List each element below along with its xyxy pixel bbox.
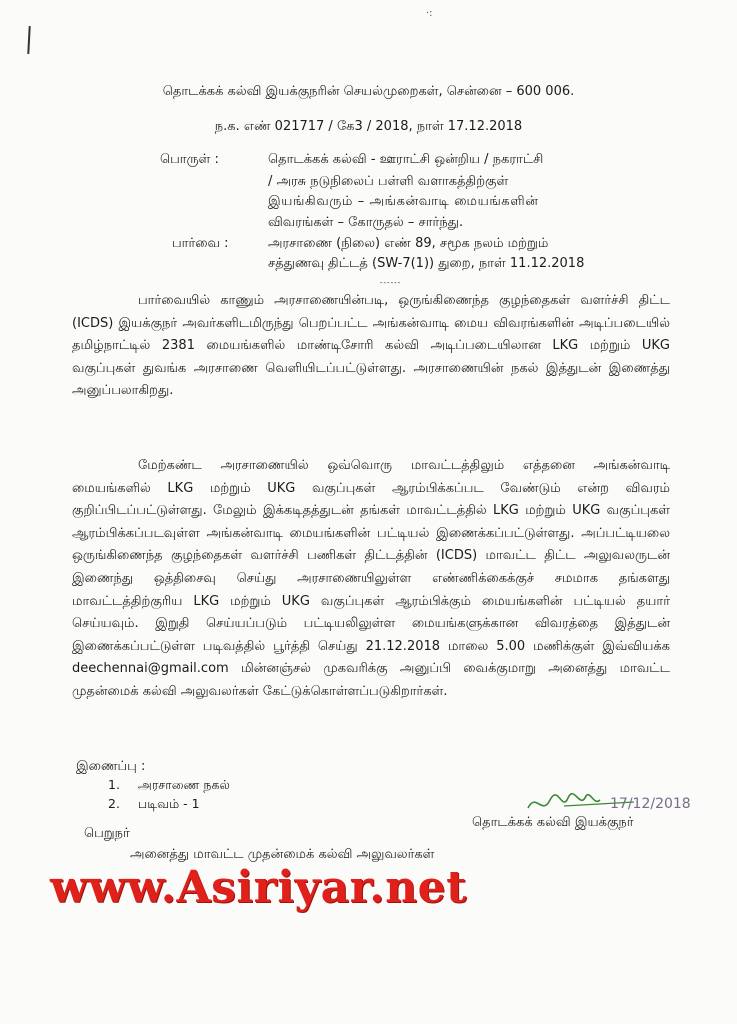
enclosure-item-2 (108, 796, 200, 813)
website-watermark: www.Asiriyar.net (50, 862, 467, 913)
body-paragraph-2 (72, 455, 670, 704)
enclosure-number: 2. (108, 796, 120, 811)
subject-label: பொருள் : (160, 152, 219, 167)
enclosure-item-1 (108, 777, 230, 794)
subject-line: / அரசு நடுநிலைப் பள்ளி வளாகத்திற்குள் (268, 174, 509, 189)
paragraph-text: மேற்கண்ட அரசாணையில் ஒவ்வொரு மாவட்டத்திலும் எத்தனை அங்கன்வாடி மையங்களில் LKG மற்றும் UKG வகுப்புகள் ஆரம்பிக்கப்பட வேண்டும் என்ற விவரம் குறிப்பிடப்பட்டுள்ளது. மேலும் இக்கடிதத்துடன் தங்கள் மாவட்டத்தில் LKG மற்றும் UKG வகுப்புகள் ஆரம்பிக்கப்படவுள்ள அங்கன்வாடி மையங்களின் பட்டியல் இணைக்கப்பட்டுள்ளது. அப்பட்டியலை ஒருங்கிணைந்த குழந்தைகள் வளர்ச்சி பணிகள் திட்டத்தின் (ICDS) மாவட்ட திட்ட அலுவலருடன் இணைந்து ஒத்திசைவு செய்து அரசாணையிலுள்ள எண்ணிக்கைக்குச் சமமாக தங்களது மாவட்டத்திற்குரிய LKG மற்றும் UKG வகுப்புகள் ஆரம்பிக்கும் மையங்களின் பட்டியல் தயார் செய்யவும். இறுதி செய்யப்படும் பட்டியலிலுள்ள மையங்களுக்கான விவரத்தை இத்துடன் இணைக்கப்பட்டுள்ள படிவத்தில் பூர்த்தி செய்து 21.12.2018 மாலை 5.00 மணிக்குள் இவ்வியக்க deechennai@gmail.com மின்னஞ்சல் முகவரிக்கு அனுப்பி வைக்குமாறு அனைத்து மாவட்ட முதன்மைக் கல்வி அலுவலர்கள் கேட்டுக்கொள்ளப்படுகிறார்கள். (72, 458, 670, 699)
enclosure-label: இணைப்பு : (76, 759, 146, 774)
enclosure-text: படிவம் - 1 (137, 796, 200, 811)
enclosure-number: 1. (108, 777, 120, 792)
subject-line: இயங்கிவரும் – அங்கன்வாடி மையங்களின் (268, 194, 539, 209)
recipient-text: அனைத்து மாவட்ட முதன்மைக் கல்வி அலுவலர்கள் (130, 847, 435, 862)
recipient-label: பெறுநர் (84, 826, 130, 841)
reference-label: பார்வை : (172, 236, 229, 251)
subject-line: விவரங்கள் – கோருதல் – சார்ந்து. (268, 215, 464, 230)
paragraph-text: பார்வையில் காணும் அரசாணையின்படி, ஒருங்கிணைந்த குழந்தைகள் வளர்ச்சி திட்ட (ICDS) இயக்குநர் அவர்களிடமிருந்து பெறப்பட்ட அங்கன்வாடி மைய விவரங்களின் அடிப்படையில் தமிழ்நாட்டில் 2381 மையங்களில் மாண்டிசோரி கல்வி அடிப்படையிலான LKG மற்றும் UKG வகுப்புகள் துவங்க அரசாணை வெளியிடப்பட்டுள்ளது. அரசாணையின் நகல் இத்துடன் இணைத்து அனுப்பலாகிறது. (72, 293, 670, 399)
reference-number: ந.க. எண் 021717 / கே3 / 2018, நாள் 17.12.2018 (214, 119, 523, 134)
body-paragraph-1 (72, 290, 670, 403)
office-heading: தொடக்கக் கல்வி இயக்குநரின் செயல்முறைகள், சென்னை – 600 006. (162, 84, 575, 99)
reference-line: சத்துணவு திட்டத் (SW-7(1)) துறை, நாள் 11.12.2018 (268, 256, 585, 271)
stray-mark: ·: (426, 8, 433, 19)
reference-separator: ------ (380, 279, 402, 287)
enclosure-text: அரசாணை நகல் (137, 777, 230, 792)
margin-pen-mark (27, 26, 30, 54)
signatory-title: தொடக்கக் கல்வி இயக்குநர் (472, 815, 634, 830)
signature-date: 17/12/2018 (610, 796, 691, 812)
subject-line: தொடக்கக் கல்வி - ஊராட்சி ஒன்றிய / நகராட்சி (268, 152, 544, 167)
reference-line: அரசாணை (நிலை) எண் 89, சமூக நலம் மற்றும் (268, 236, 549, 251)
